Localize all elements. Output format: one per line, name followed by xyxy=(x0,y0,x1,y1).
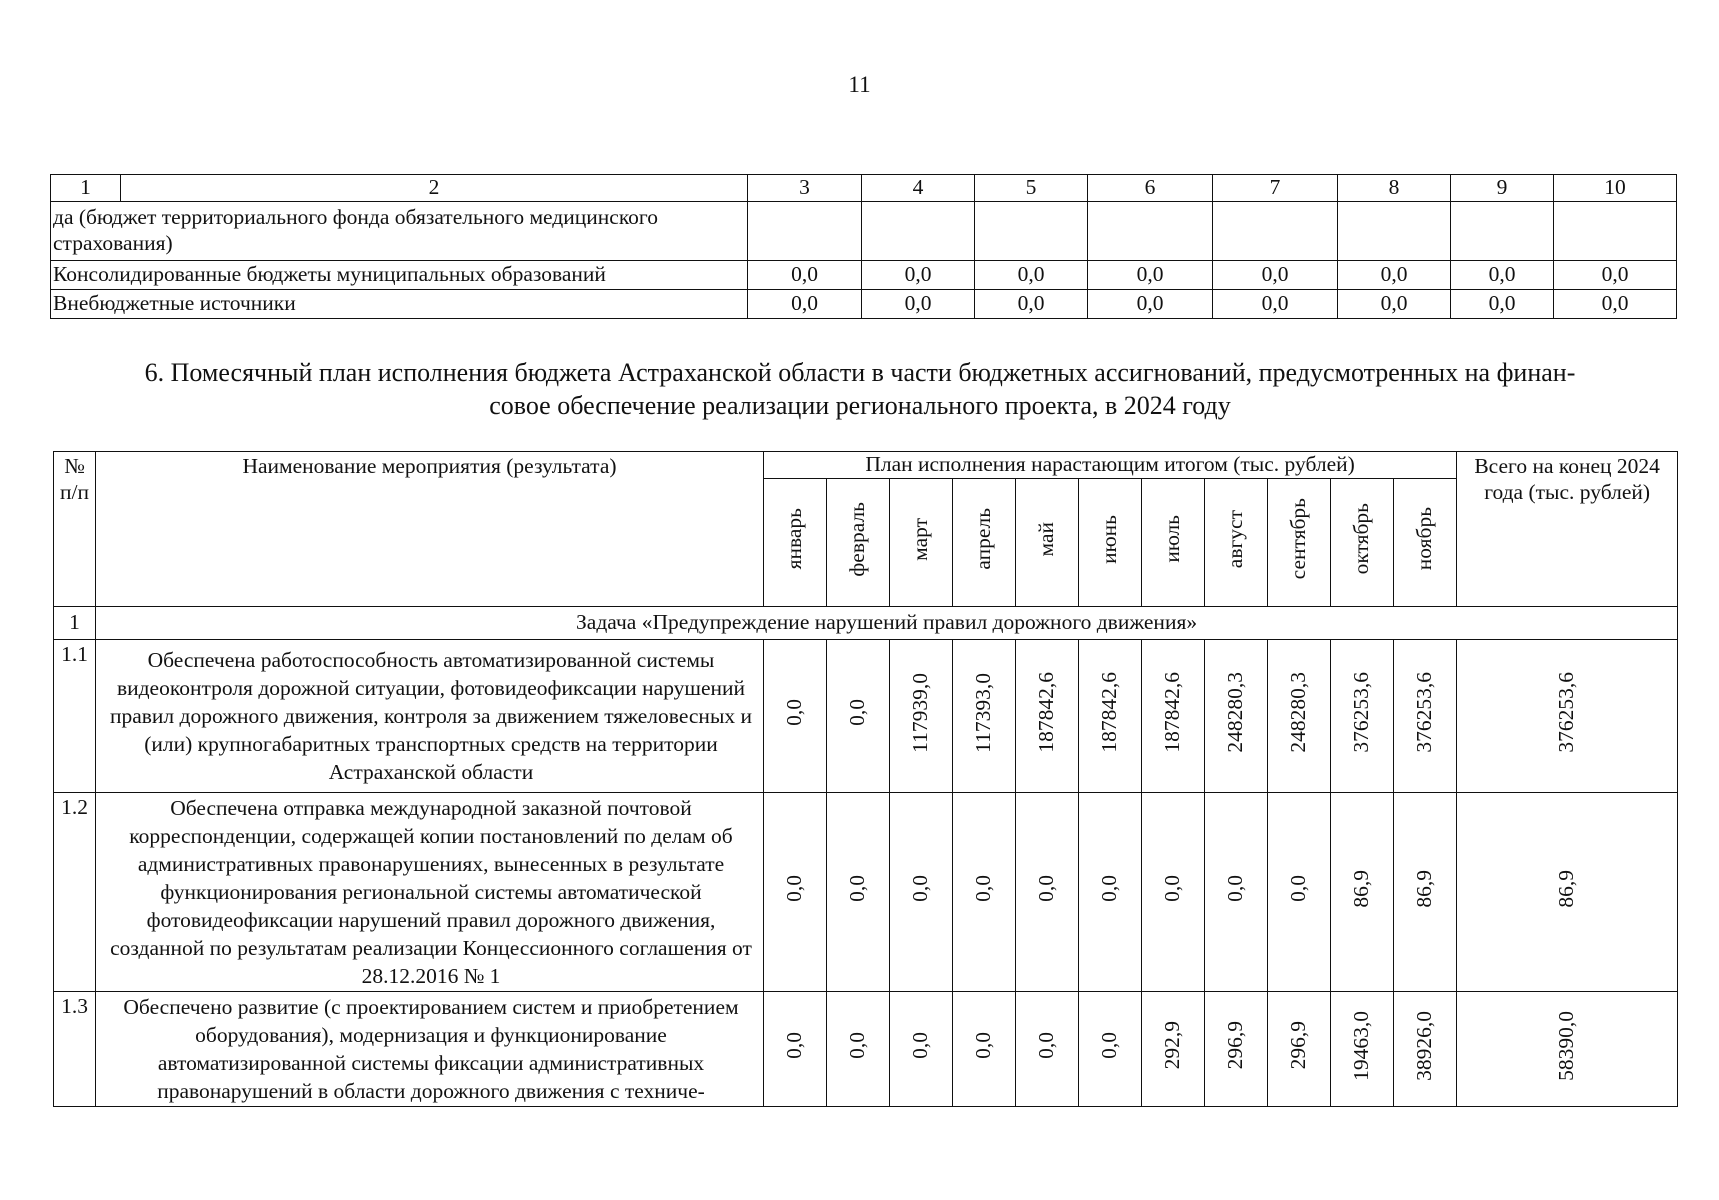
month-value xyxy=(1142,640,1205,793)
col-num-header: № п/п xyxy=(54,452,96,607)
month-header xyxy=(1016,479,1079,607)
row-number: 1.2 xyxy=(54,793,96,992)
value-cell: 0,0 xyxy=(975,261,1088,290)
value-text: 38926,0 xyxy=(1412,1010,1437,1081)
month-header xyxy=(1205,479,1268,607)
task-num: 1 xyxy=(54,607,96,640)
value-text: 86,9 xyxy=(1349,869,1374,908)
value-cell xyxy=(1338,202,1451,261)
month-value xyxy=(827,992,890,1107)
value-cell: 0,0 xyxy=(1213,290,1338,319)
month-value xyxy=(1205,640,1268,793)
page-number: 11 xyxy=(848,72,871,97)
table-row xyxy=(54,640,1678,793)
month-value xyxy=(890,640,953,793)
month-value xyxy=(1394,992,1457,1107)
month-header xyxy=(890,479,953,607)
month-label: май xyxy=(1034,521,1059,557)
month-value xyxy=(1079,640,1142,793)
header-cell: 5 xyxy=(975,175,1088,202)
month-label: июнь xyxy=(1097,514,1122,564)
month-header xyxy=(953,479,1016,607)
row-label: Консолидированные бюджеты муниципальных образований xyxy=(51,261,748,290)
month-label: август xyxy=(1223,510,1248,569)
value-text: 0,0 xyxy=(1097,1032,1122,1059)
section-title xyxy=(40,357,1680,422)
month-value xyxy=(1394,640,1457,793)
header-cell: 8 xyxy=(1338,175,1451,202)
value-text: 0,0 xyxy=(845,1032,870,1059)
header-cell: 1 xyxy=(51,175,121,202)
value-cell: 0,0 xyxy=(1451,290,1554,319)
value-cell: 0,0 xyxy=(975,290,1088,319)
month-label: январь xyxy=(782,508,807,570)
month-value xyxy=(1142,793,1205,992)
value-text: 376253,6 xyxy=(1554,672,1579,753)
table-row xyxy=(51,290,1677,319)
header-cell: 6 xyxy=(1088,175,1213,202)
month-label: октябрь xyxy=(1349,503,1374,575)
total-value xyxy=(1457,640,1678,793)
header-cell: 10 xyxy=(1554,175,1677,202)
month-value xyxy=(890,992,953,1107)
value-text: 0,0 xyxy=(1223,875,1248,903)
row-name: Обеспечена работоспособность автоматизированной системы видеоконтроля дорожной ситуации, фотовидеофиксации нарушений правил дорожного движения, контроля за движением тяжеловесных и (или) крупногабаритных транспортных средств на территории Астраханской области xyxy=(96,640,764,793)
monthly-plan-table xyxy=(53,451,1678,1107)
row-number: 1.1 xyxy=(54,640,96,793)
funding-sources-table xyxy=(50,174,1677,319)
total-value xyxy=(1457,992,1678,1107)
value-cell: 0,0 xyxy=(1088,290,1213,319)
month-value xyxy=(1205,992,1268,1107)
section-title-line: совое обеспечение реализации регионального проекта, в 2024 году xyxy=(489,390,1231,420)
month-header xyxy=(1331,479,1394,607)
value-cell: 0,0 xyxy=(1338,261,1451,290)
value-cell: 0,0 xyxy=(1554,261,1677,290)
value-text: 0,0 xyxy=(1097,875,1122,903)
value-text: 117393,0 xyxy=(971,672,996,753)
value-text: 0,0 xyxy=(845,699,870,727)
month-value xyxy=(1079,992,1142,1107)
month-value xyxy=(953,793,1016,992)
month-value xyxy=(1268,992,1331,1107)
table-row xyxy=(51,202,1677,261)
value-text: 248280,3 xyxy=(1223,672,1248,753)
header-cell: 3 xyxy=(748,175,862,202)
month-value xyxy=(1016,992,1079,1107)
month-header xyxy=(1394,479,1457,607)
month-label: март xyxy=(908,517,933,561)
value-text: 248280,3 xyxy=(1286,672,1311,753)
value-text: 0,0 xyxy=(908,1032,933,1059)
value-cell: 0,0 xyxy=(1213,261,1338,290)
total-value xyxy=(1457,793,1678,992)
month-value xyxy=(1331,640,1394,793)
month-header xyxy=(1268,479,1331,607)
month-value xyxy=(890,793,953,992)
month-value xyxy=(953,640,1016,793)
row-name: Обеспечено развитие (с проектированием систем и приобретением оборудования), модернизация и функционирование автоматизированной системы фиксации административных правонарушений в области дорожного движения с техниче- xyxy=(96,992,764,1107)
month-value xyxy=(1331,992,1394,1107)
month-value xyxy=(953,992,1016,1107)
header-cell: 7 xyxy=(1213,175,1338,202)
table-row xyxy=(51,261,1677,290)
month-value xyxy=(1205,793,1268,992)
table-row xyxy=(54,793,1678,992)
table-header-row xyxy=(54,452,1678,479)
value-text: 0,0 xyxy=(782,1032,807,1059)
header-cell: 2 xyxy=(121,175,748,202)
value-cell xyxy=(975,202,1088,261)
value-text: 296,9 xyxy=(1286,1021,1311,1070)
row-label: Внебюджетные источники xyxy=(51,290,748,319)
value-text: 296,9 xyxy=(1223,1021,1248,1070)
month-label: сентябрь xyxy=(1286,498,1311,580)
month-label: февраль xyxy=(845,501,870,577)
value-text: 0,0 xyxy=(782,875,807,903)
month-label: июль xyxy=(1160,515,1185,563)
month-value xyxy=(764,793,827,992)
value-text: 187842,6 xyxy=(1097,672,1122,753)
value-cell xyxy=(748,202,862,261)
value-text: 376253,6 xyxy=(1349,672,1374,753)
section-title-line: 6. Помесячный план исполнения бюджета Астраханской области в части бюджетных ассигнований, предусмотренных на финан- xyxy=(144,358,1576,387)
value-text: 0,0 xyxy=(782,699,807,727)
value-text: 376253,6 xyxy=(1412,672,1437,753)
value-text: 0,0 xyxy=(845,875,870,903)
month-value xyxy=(1268,640,1331,793)
table-header-row xyxy=(51,175,1677,202)
value-text: 187842,6 xyxy=(1034,672,1059,753)
month-value xyxy=(1079,793,1142,992)
value-text: 0,0 xyxy=(1034,1032,1059,1059)
value-text: 292,9 xyxy=(1160,1021,1185,1070)
month-value xyxy=(827,793,890,992)
header-cell: 9 xyxy=(1451,175,1554,202)
value-text: 187842,6 xyxy=(1160,672,1185,753)
value-cell xyxy=(862,202,975,261)
value-text: 58390,0 xyxy=(1554,1010,1579,1081)
row-number: 1.3 xyxy=(54,992,96,1107)
value-cell: 0,0 xyxy=(748,290,862,319)
month-value xyxy=(1394,793,1457,992)
task-title: Задача «Предупреждение нарушений правил дорожного движения» xyxy=(96,607,1678,640)
month-value xyxy=(764,992,827,1107)
value-text: 0,0 xyxy=(971,1032,996,1059)
value-text: 0,0 xyxy=(1286,875,1311,903)
value-cell xyxy=(1088,202,1213,261)
value-cell: 0,0 xyxy=(748,261,862,290)
value-cell: 0,0 xyxy=(862,261,975,290)
row-name: Обеспечена отправка международной заказной почтовой корреспонденции, содержащей копии постановлений по делам об административных правонарушениях, вынесенных в результате функционирования региональной системы автоматической фотовидеофиксации нарушений правил дорожного движения, созданной по результатам реализации Концессионного соглашения от 28.12.2016 № 1 xyxy=(96,793,764,992)
month-header xyxy=(764,479,827,607)
month-header xyxy=(1079,479,1142,607)
month-value xyxy=(827,640,890,793)
month-value xyxy=(1331,793,1394,992)
month-value xyxy=(1268,793,1331,992)
month-value xyxy=(764,640,827,793)
month-label: ноябрь xyxy=(1412,507,1437,571)
month-header xyxy=(1142,479,1205,607)
value-cell xyxy=(1554,202,1677,261)
month-value xyxy=(1016,793,1079,992)
value-cell: 0,0 xyxy=(1451,261,1554,290)
month-value xyxy=(1142,992,1205,1107)
value-cell xyxy=(1451,202,1554,261)
value-text: 0,0 xyxy=(1160,875,1185,903)
value-text: 86,9 xyxy=(1554,869,1579,908)
value-cell xyxy=(1213,202,1338,261)
value-text: 19463,0 xyxy=(1349,1010,1374,1081)
header-cell: 4 xyxy=(862,175,975,202)
value-text: 0,0 xyxy=(971,875,996,903)
row-label: да (бюджет территориального фонда обязательного медицинского страхования) xyxy=(51,202,748,261)
col-plan-header: План исполнения нарастающим итогом (тыс. рублей) xyxy=(764,452,1457,479)
value-text: 0,0 xyxy=(908,875,933,903)
task-row xyxy=(54,607,1678,640)
table-row xyxy=(54,992,1678,1107)
value-cell: 0,0 xyxy=(862,290,975,319)
month-header xyxy=(827,479,890,607)
value-text: 0,0 xyxy=(1034,875,1059,903)
month-value xyxy=(1016,640,1079,793)
col-name-header: Наименование мероприятия (результата) xyxy=(96,452,764,607)
value-text: 86,9 xyxy=(1412,869,1437,908)
value-cell: 0,0 xyxy=(1088,261,1213,290)
value-text: 117939,0 xyxy=(908,672,933,753)
value-cell: 0,0 xyxy=(1554,290,1677,319)
col-total-header: Всего на конец 2024 года (тыс. рублей) xyxy=(1457,452,1678,607)
value-cell: 0,0 xyxy=(1338,290,1451,319)
month-label: апрель xyxy=(971,508,996,570)
